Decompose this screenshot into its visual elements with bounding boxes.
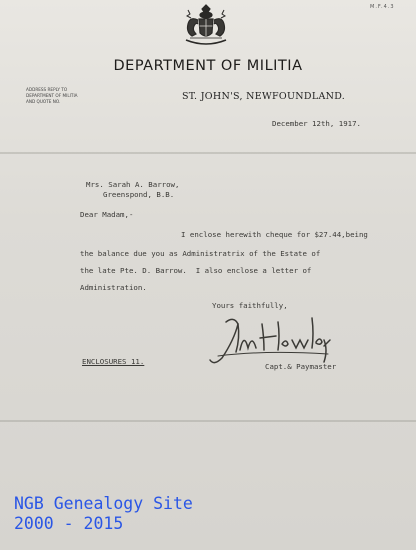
body-line: the balance due you as Administratrix of the Estate of [80,249,321,258]
paper-fold [0,420,416,422]
watermark-line: NGB Genealogy Site [14,494,193,513]
royal-coat-of-arms-icon [178,4,234,50]
reply-note-line: ADDRESS REPLY TO [26,87,68,92]
enclosures-note: ENCLOSURES 11. [82,357,145,366]
reply-note-line: AND QUOTE NO. [26,99,61,104]
signer-title: Capt.& Paymaster [265,362,337,371]
recipient-place: Greenspond, B.B. [103,190,175,199]
reply-note-line: DEPARTMENT OF MILITIA [26,93,78,98]
body-line: the late Pte. D. Barrow. I also enclose a letter of [80,266,312,275]
department-heading: DEPARTMENT OF MILITIA [113,58,303,74]
watermark-line: 2000 - 2015 [14,514,124,533]
body-line: I enclose herewith cheque for $27.44,being [181,230,368,239]
letterhead-place: ST. JOHN'S, NEWFOUNDLAND. [182,91,346,102]
handwritten-signature [204,310,337,371]
salutation: Dear Madam,- [80,210,134,219]
letter-date: December 12th, 1917. [272,119,361,128]
site-watermark [14,494,193,534]
closing: Yours faithfully, [212,301,288,310]
recipient-name: Mrs. Sarah A. Barrow, [86,180,180,189]
paper-fold [0,152,416,154]
form-code: M.F.4.3 [370,4,395,10]
body-line: Administration. [80,283,147,292]
reply-instructions [26,87,96,105]
